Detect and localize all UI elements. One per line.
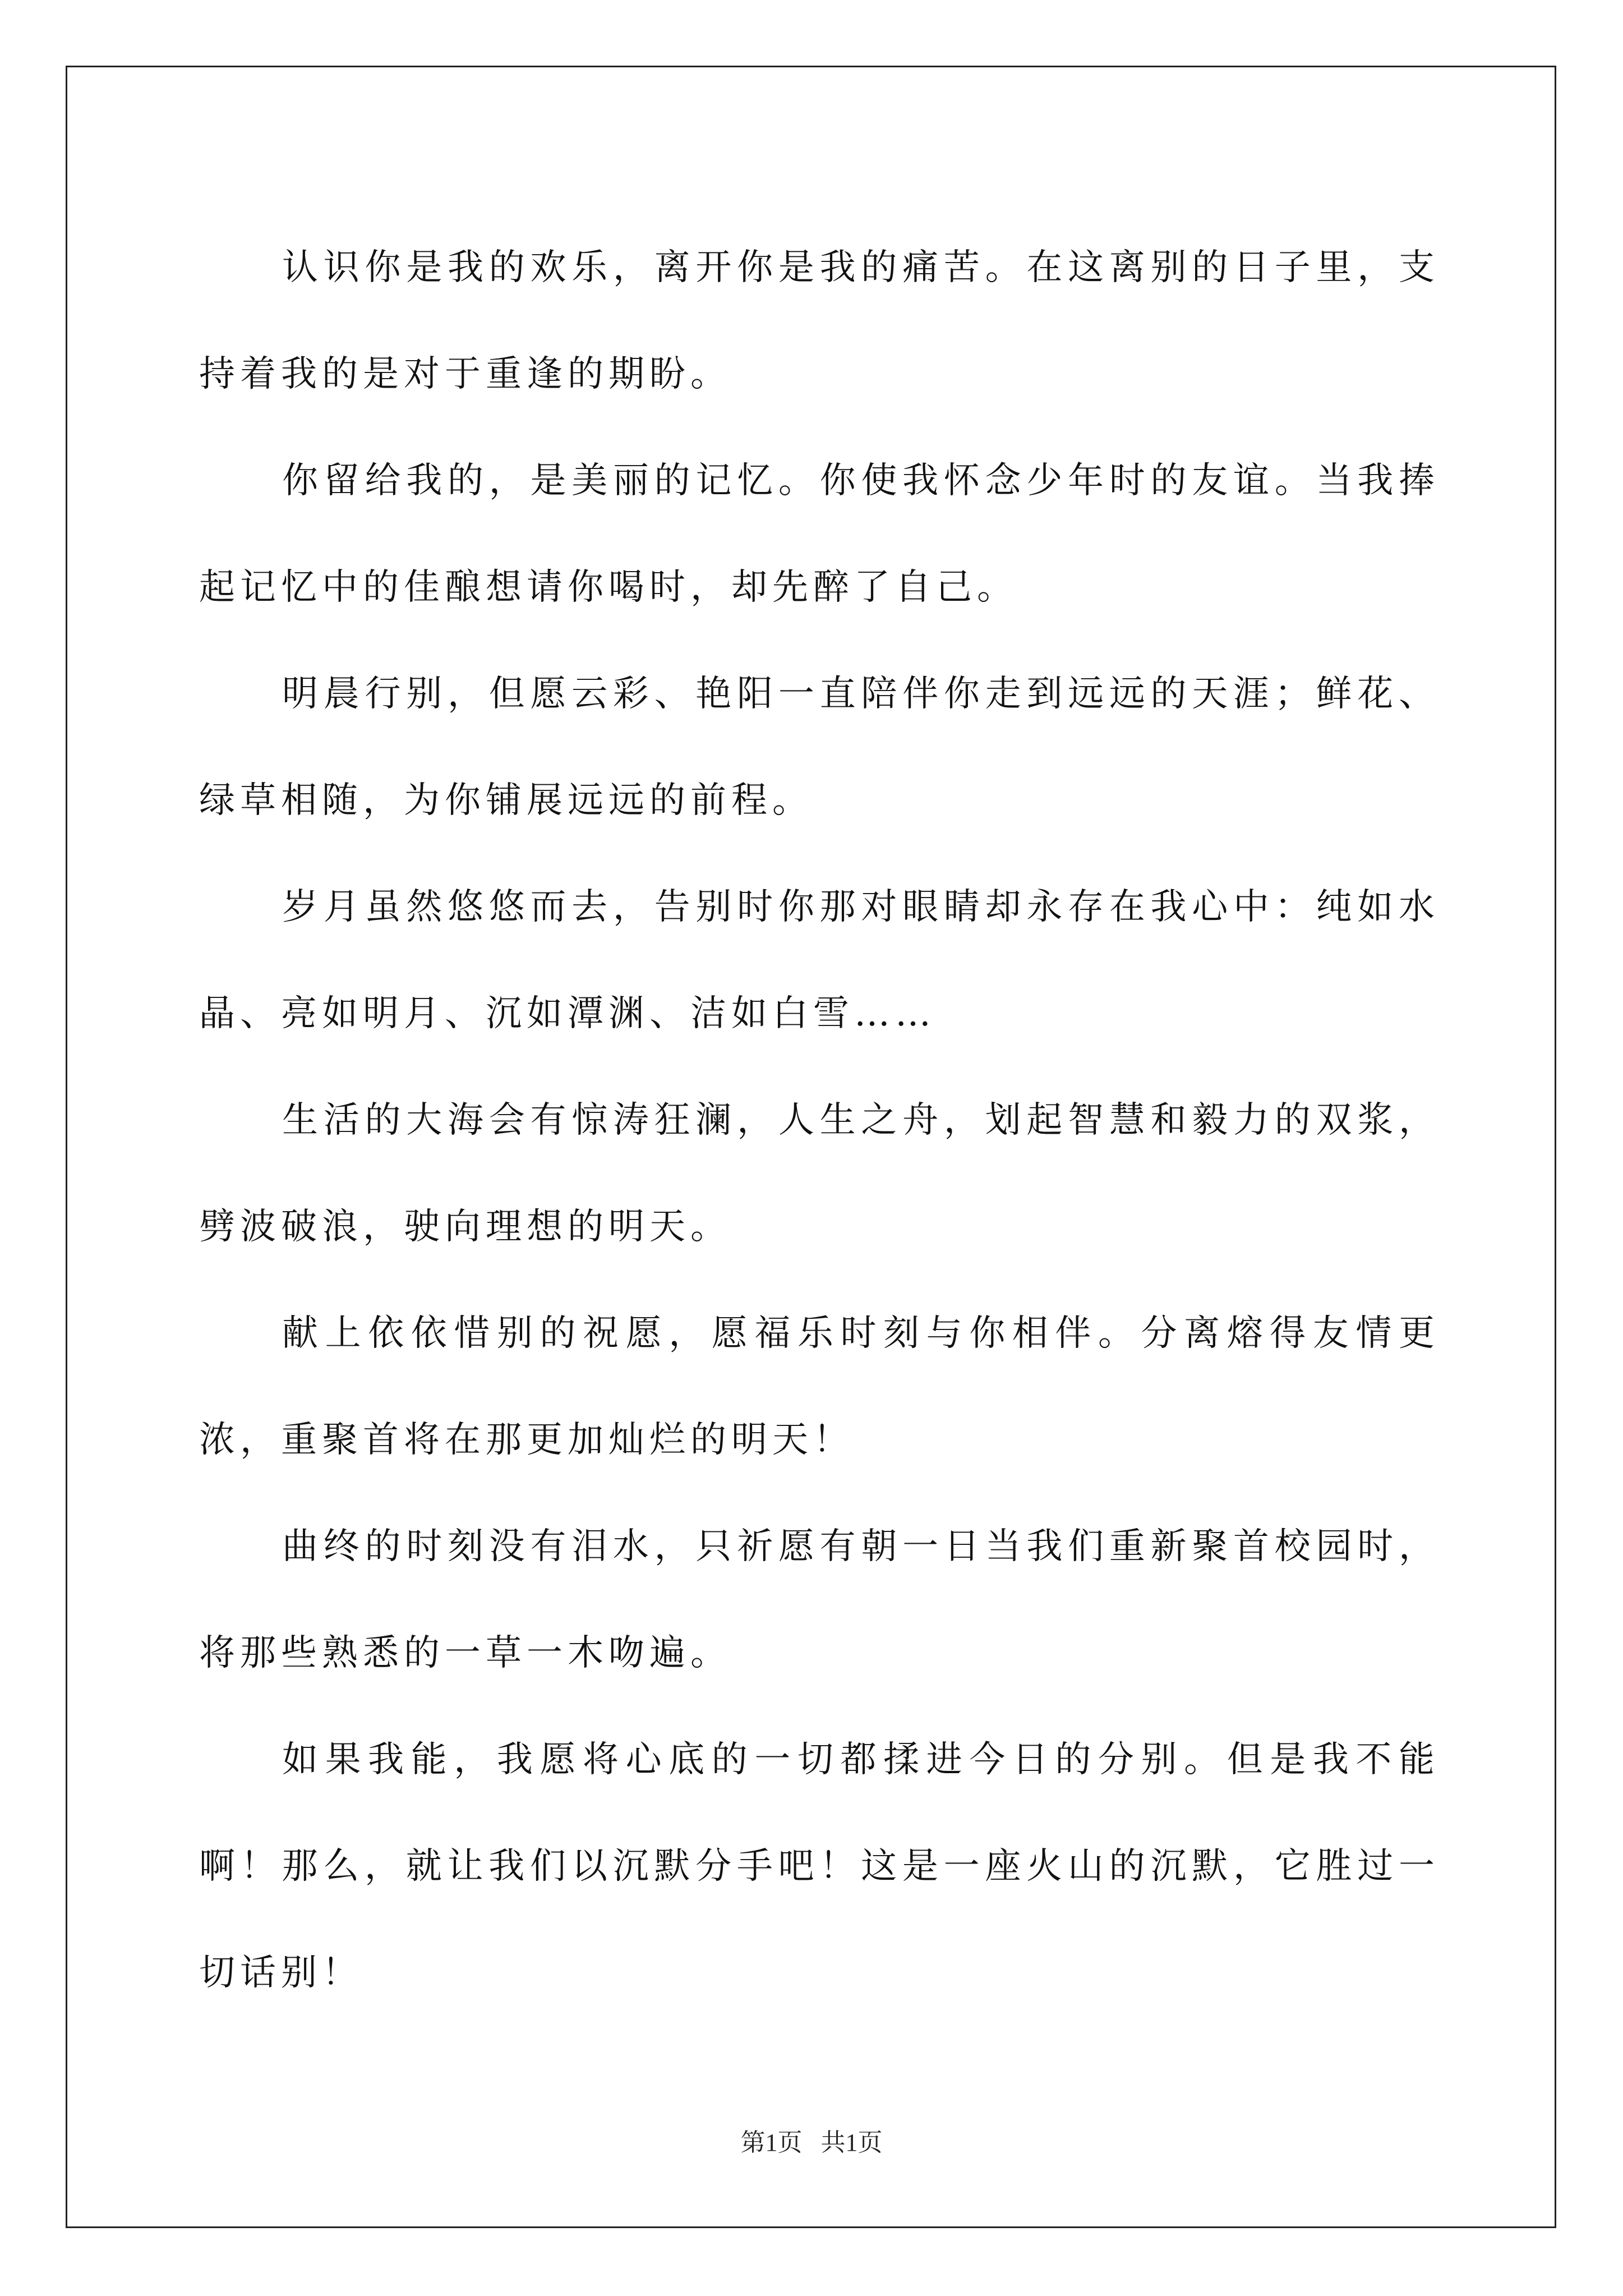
paragraph-8: 如果我能，我愿将心底的一切都揉进今日的分别。但是我不能啊！那么，就让我们以沉默分手吧！这是一座火山的沉默，它胜过一切话别！: [199, 1739, 1440, 1994]
paragraph-4: 岁月虽然悠悠而去，告别时你那对眼睛却永存在我心中：纯如水晶、亮如明月、沉如潭渊、洁如白雪……: [199, 886, 1440, 1034]
paragraph-1: 认识你是我的欢乐，离开你是我的痛苦。在这离别的日子里，支持着我的是对于重逢的期盼。: [199, 247, 1440, 395]
page-total: 共1页: [820, 2129, 883, 2156]
page-number: 第1页: [740, 2129, 803, 2156]
page-footer: [0, 2126, 1623, 2160]
paragraph-6: 献上依依惜别的祝愿，愿福乐时刻与你相伴。分离熔得友情更浓，重聚首将在那更加灿烂的明天！: [199, 1313, 1440, 1461]
paragraph-7: 曲终的时刻没有泪水，只祈愿有朝一日当我们重新聚首校园时，将那些熟悉的一草一木吻遍。: [199, 1526, 1440, 1674]
paragraph-3: 明晨行别，但愿云彩、艳阳一直陪伴你走到远远的天涯；鲜花、绿草相随，为你铺展远远的前程。: [199, 673, 1440, 821]
paragraph-5: 生活的大海会有惊涛狂澜，人生之舟，划起智慧和毅力的双浆，劈波破浪，驶向理想的明天。: [199, 1099, 1440, 1248]
paragraph-2: 你留给我的，是美丽的记忆。你使我怀念少年时的友谊。当我捧起记忆中的佳酿想请你喝时，却先醉了自己。: [199, 460, 1440, 608]
document-body: [199, 214, 1440, 2026]
